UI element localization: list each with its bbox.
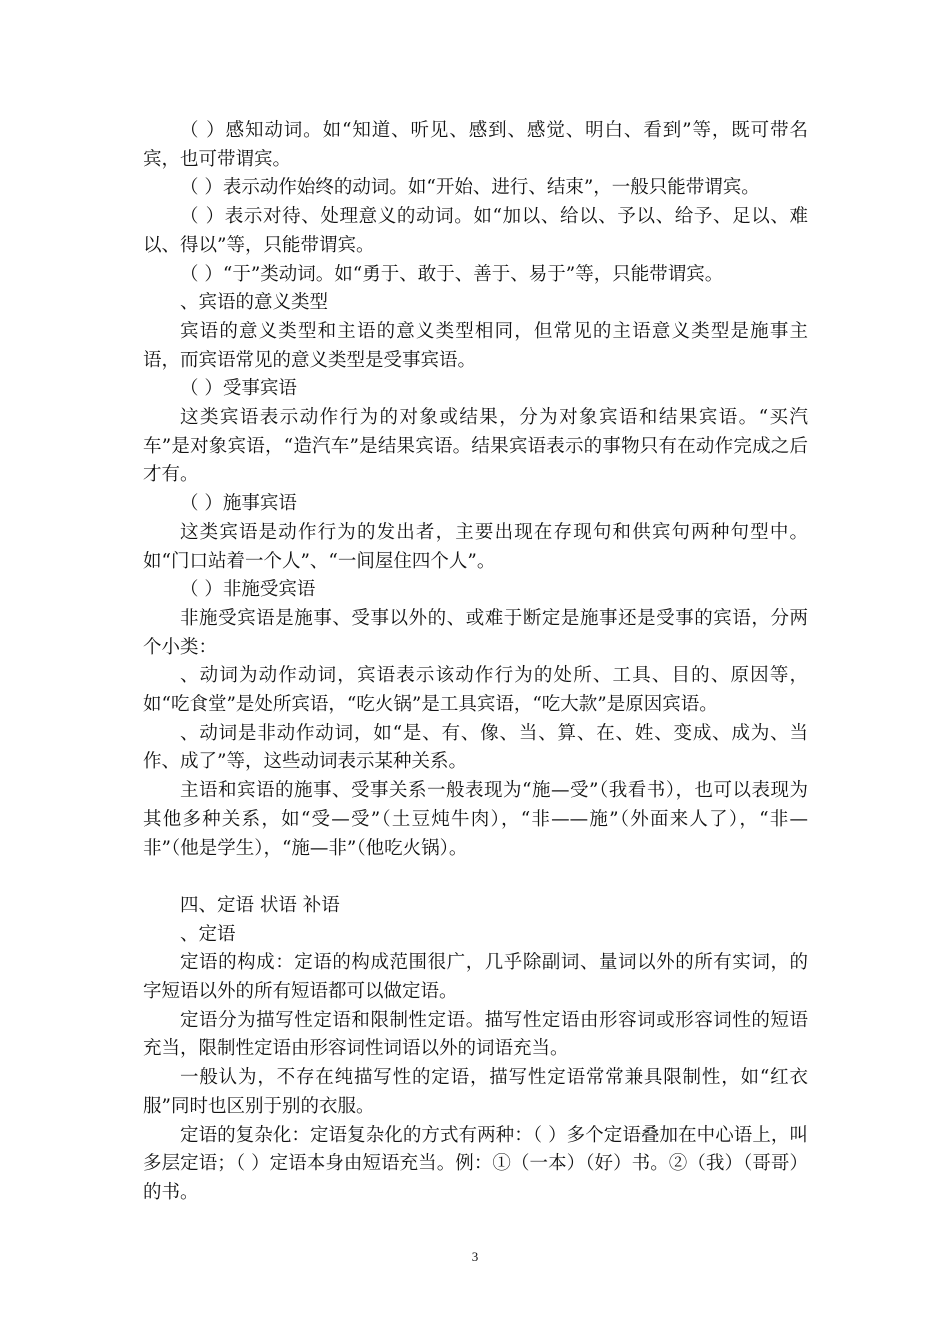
subheading-patient-object: （ ）受事宾语 [180, 378, 297, 400]
subheading-attributive: 、定语 [180, 923, 236, 945]
paragraph-attributive-complexity: 定语的复杂化：定语复杂化的方式有两种：（ ）多个定语叠加在中心语上，叫多层定语；（ ）定语本身由短语充当。例：①（一本）（好）书。②（我）（哥哥）的书。 [143, 1124, 808, 1203]
paragraph-attributive-composition: 定语的构成：定语的构成范围很广，几乎除副词、量词以外的所有实词，的字短语以外的所有短语都可以做定语。 [143, 952, 808, 1003]
paragraph-patient-object: 这类宾语表示动作行为的对象或结果，分为对象宾语和结果宾语。“买汽车”是对象宾语，“造汽车”是结果宾语。结果宾语表示的事物只有在动作完成之后才有。 [143, 407, 808, 486]
paragraph-treatment-verbs: （ ）表示对待、处理意义的动词。如“加以、给以、予以、给予、足以、难以、得以”等，只能带谓宾。 [143, 206, 808, 256]
paragraph-attributive-kinds: 定语分为描写性定语和限制性定语。描写性定语由形容词或形容词性的短语充当，限制性定语由形容词性词语以外的词语充当。 [143, 1009, 808, 1060]
blank-line [143, 863, 808, 892]
section-heading: 四、定语 状语 补语 [180, 894, 340, 916]
subheading-object-semantic-types: 、宾语的意义类型 [180, 292, 329, 314]
subheading-non-agent-patient-object: （ ）非施受宾语 [180, 579, 316, 601]
subheading-agent-object: （ ）施事宾语 [180, 493, 297, 515]
paragraph-agent-patient-relations: 主语和宾语的施事、受事关系一般表现为“施—受”（我看书），也可以表现为其他多种关系，如“受—受”（土豆炖牛肉），“非——施”（外面来人了），“非—非”（他是学生），“施—非”（他吃火锅）。 [143, 780, 808, 859]
paragraph-agent-object: 这类宾语是动作行为的发出者，主要出现在存现句和供宾句两种句型中。如“门口站着一个人”、“一间屋住四个人”。 [143, 521, 808, 572]
paragraph-non-action-verb-case: 、动词是非动作动词，如“是、有、像、当、算、在、姓、变成、成为、当作、成了”等，这些动词表示某种关系。 [143, 722, 808, 773]
document-body [143, 117, 808, 1208]
paragraph-object-types-intro: 宾语的意义类型和主语的意义类型相同，但常见的主语意义类型是施事主语，而宾语常见的意义类型是受事宾语。 [143, 320, 808, 371]
paragraph-descriptive-restrictive: 一般认为，不存在纯描写性的定语，描写性定语常常兼具限制性，如“红衣服”同时也区别于别的衣服。 [143, 1067, 808, 1117]
paragraph-yu-verbs: （ ）“于”类动词。如“勇于、敢于、善于、易于”等，只能带谓宾。 [180, 263, 724, 285]
paragraph-non-agent-patient-intro: 非施受宾语是施事、受事以外的、或难于断定是施事还是受事的宾语，分两个小类： [143, 607, 808, 658]
page-number: 3 [471, 1249, 479, 1264]
paragraph-perception-verbs: （ ）感知动词。如“知道、听见、感到、感觉、明白、看到”等，既可带名宾，也可带谓宾。 [143, 120, 808, 170]
paragraph-aspect-verbs: （ ）表示动作始终的动词。如“开始、进行、结束”，一般只能带谓宾。 [180, 177, 760, 199]
paragraph-action-verb-case: 、动词为动作动词，宾语表示该动作行为的处所、工具、目的、原因等，如“吃食堂”是处所宾语，“吃火锅”是工具宾语，“吃大款”是原因宾语。 [143, 665, 808, 716]
